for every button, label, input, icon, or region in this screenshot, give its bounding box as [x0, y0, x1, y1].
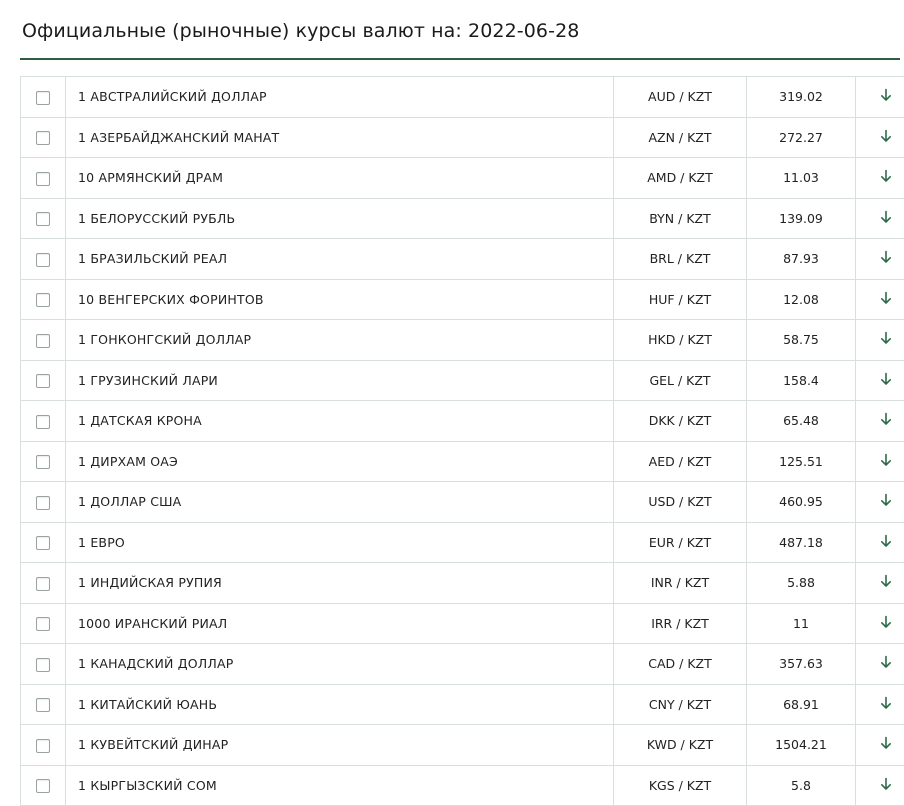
- row-checkbox[interactable]: [36, 496, 50, 510]
- currency-rate: 11: [747, 603, 856, 644]
- currency-rate: 5.88: [747, 563, 856, 604]
- currency-row: [21, 644, 904, 685]
- currency-rate: 1504.21: [747, 725, 856, 766]
- currency-pair: CAD / KZT: [614, 644, 747, 685]
- currency-name: 1 ДОЛЛАР США: [66, 482, 614, 523]
- row-action-cell: [856, 360, 904, 401]
- row-action-cell: [856, 279, 904, 320]
- currency-pair: BRL / KZT: [614, 239, 747, 280]
- arrow-down-icon[interactable]: [879, 777, 893, 794]
- currency-rate: 68.91: [747, 684, 856, 725]
- row-action-cell: [856, 117, 904, 158]
- row-checkbox[interactable]: [36, 415, 50, 429]
- row-action-cell: [856, 644, 904, 685]
- currency-rate: 65.48: [747, 401, 856, 442]
- currency-row: [21, 603, 904, 644]
- arrow-down-icon[interactable]: [879, 574, 893, 591]
- currency-name: 1 ЕВРО: [66, 522, 614, 563]
- currency-row: [21, 441, 904, 482]
- row-action-cell: [856, 401, 904, 442]
- currency-rate: 5.8: [747, 765, 856, 806]
- arrow-down-icon[interactable]: [879, 291, 893, 308]
- row-action-cell: [856, 684, 904, 725]
- currency-row: [21, 117, 904, 158]
- row-checkbox-cell: [21, 401, 66, 442]
- row-checkbox-cell: [21, 765, 66, 806]
- currency-rate: 357.63: [747, 644, 856, 685]
- arrow-down-icon[interactable]: [879, 331, 893, 348]
- currency-rates-body: [21, 77, 904, 806]
- row-action-cell: [856, 563, 904, 604]
- currency-rate: 272.27: [747, 117, 856, 158]
- currency-row: [21, 563, 904, 604]
- currency-pair: KWD / KZT: [614, 725, 747, 766]
- currency-pair: HKD / KZT: [614, 320, 747, 361]
- row-action-cell: [856, 320, 904, 361]
- currency-pair: AED / KZT: [614, 441, 747, 482]
- row-checkbox[interactable]: [36, 617, 50, 631]
- row-action-cell: [856, 482, 904, 523]
- row-checkbox-cell: [21, 239, 66, 280]
- currency-rate: 12.08: [747, 279, 856, 320]
- currency-rate: 11.03: [747, 158, 856, 199]
- row-checkbox[interactable]: [36, 131, 50, 145]
- currency-row: [21, 320, 904, 361]
- currency-name: 10 АРМЯНСКИЙ ДРАМ: [66, 158, 614, 199]
- row-checkbox-cell: [21, 279, 66, 320]
- currency-pair: BYN / KZT: [614, 198, 747, 239]
- row-checkbox-cell: [21, 117, 66, 158]
- arrow-down-icon[interactable]: [879, 129, 893, 146]
- row-checkbox-cell: [21, 725, 66, 766]
- currency-name: 1 ГРУЗИНСКИЙ ЛАРИ: [66, 360, 614, 401]
- row-checkbox-cell: [21, 522, 66, 563]
- row-checkbox-cell: [21, 198, 66, 239]
- row-checkbox-cell: [21, 563, 66, 604]
- currency-row: [21, 765, 904, 806]
- currency-name: 10 ВЕНГЕРСКИХ ФОРИНТОВ: [66, 279, 614, 320]
- row-action-cell: [856, 725, 904, 766]
- arrow-down-icon[interactable]: [879, 372, 893, 389]
- currency-name: 1 КУВЕЙТСКИЙ ДИНАР: [66, 725, 614, 766]
- arrow-down-icon[interactable]: [879, 453, 893, 470]
- row-checkbox-cell: [21, 77, 66, 118]
- currency-name: 1 ИНДИЙСКАЯ РУПИЯ: [66, 563, 614, 604]
- arrow-down-icon[interactable]: [879, 615, 893, 632]
- row-checkbox-cell: [21, 644, 66, 685]
- currency-rate: 139.09: [747, 198, 856, 239]
- currency-row: [21, 360, 904, 401]
- row-action-cell: [856, 603, 904, 644]
- currency-name: 1 ГОНКОНГСКИЙ ДОЛЛАР: [66, 320, 614, 361]
- currency-pair: INR / KZT: [614, 563, 747, 604]
- currency-row: [21, 401, 904, 442]
- row-checkbox[interactable]: [36, 253, 50, 267]
- row-checkbox[interactable]: [36, 455, 50, 469]
- arrow-down-icon[interactable]: [879, 412, 893, 429]
- currency-name: 1 АВСТРАЛИЙСКИЙ ДОЛЛАР: [66, 77, 614, 118]
- currency-name: 1 КИТАЙСКИЙ ЮАНЬ: [66, 684, 614, 725]
- currency-row: [21, 522, 904, 563]
- currency-rate: 460.95: [747, 482, 856, 523]
- row-checkbox-cell: [21, 320, 66, 361]
- arrow-down-icon[interactable]: [879, 88, 893, 105]
- currency-name: 1 БРАЗИЛЬСКИЙ РЕАЛ: [66, 239, 614, 280]
- row-action-cell: [856, 239, 904, 280]
- row-action-cell: [856, 198, 904, 239]
- currency-rate: 487.18: [747, 522, 856, 563]
- arrow-down-icon[interactable]: [879, 493, 893, 510]
- page-title: Официальные (рыночные) курсы валют на: 2022-06-28: [22, 20, 579, 42]
- row-checkbox[interactable]: [36, 172, 50, 186]
- row-action-cell: [856, 522, 904, 563]
- row-checkbox[interactable]: [36, 293, 50, 307]
- currency-row: [21, 158, 904, 199]
- arrow-down-icon[interactable]: [879, 534, 893, 551]
- currency-pair: KGS / KZT: [614, 765, 747, 806]
- arrow-down-icon[interactable]: [879, 169, 893, 186]
- arrow-down-icon[interactable]: [879, 696, 893, 713]
- title-divider: [20, 58, 900, 60]
- currency-rate: 319.02: [747, 77, 856, 118]
- currency-name: 1 БЕЛОРУССКИЙ РУБЛЬ: [66, 198, 614, 239]
- row-checkbox-cell: [21, 603, 66, 644]
- row-checkbox-cell: [21, 441, 66, 482]
- arrow-down-icon[interactable]: [879, 250, 893, 267]
- currency-pair: GEL / KZT: [614, 360, 747, 401]
- currency-pair: EUR / KZT: [614, 522, 747, 563]
- currency-row: [21, 482, 904, 523]
- row-checkbox[interactable]: [36, 698, 50, 712]
- currency-rates-table: [20, 76, 904, 806]
- currency-row: [21, 725, 904, 766]
- row-checkbox-cell: [21, 158, 66, 199]
- currency-pair: USD / KZT: [614, 482, 747, 523]
- currency-name: 1 КАНАДСКИЙ ДОЛЛАР: [66, 644, 614, 685]
- currency-pair: AUD / KZT: [614, 77, 747, 118]
- row-action-cell: [856, 77, 904, 118]
- currency-row: [21, 198, 904, 239]
- row-checkbox-cell: [21, 482, 66, 523]
- currency-name: 1 АЗЕРБАЙДЖАНСКИЙ МАНАТ: [66, 117, 614, 158]
- row-checkbox-cell: [21, 684, 66, 725]
- currency-name: 1 КЫРГЫЗСКИЙ СОМ: [66, 765, 614, 806]
- row-checkbox[interactable]: [36, 91, 50, 105]
- currency-name: 1 ДИРХАМ ОАЭ: [66, 441, 614, 482]
- row-checkbox[interactable]: [36, 779, 50, 793]
- currency-row: [21, 77, 904, 118]
- row-checkbox[interactable]: [36, 658, 50, 672]
- arrow-down-icon[interactable]: [879, 736, 893, 753]
- currency-name: 1 ДАТСКАЯ КРОНА: [66, 401, 614, 442]
- row-checkbox[interactable]: [36, 536, 50, 550]
- currency-pair: DKK / KZT: [614, 401, 747, 442]
- currency-name: 1000 ИРАНСКИЙ РИАЛ: [66, 603, 614, 644]
- row-checkbox[interactable]: [36, 334, 50, 348]
- currency-row: [21, 684, 904, 725]
- row-checkbox[interactable]: [36, 374, 50, 388]
- currency-rate: 158.4: [747, 360, 856, 401]
- currency-rate: 125.51: [747, 441, 856, 482]
- currency-pair: IRR / KZT: [614, 603, 747, 644]
- currency-pair: AMD / KZT: [614, 158, 747, 199]
- currency-row: [21, 239, 904, 280]
- currency-rate: 58.75: [747, 320, 856, 361]
- currency-pair: HUF / KZT: [614, 279, 747, 320]
- currency-pair: AZN / KZT: [614, 117, 747, 158]
- arrow-down-icon[interactable]: [879, 655, 893, 672]
- row-checkbox-cell: [21, 360, 66, 401]
- currency-pair: CNY / KZT: [614, 684, 747, 725]
- row-checkbox[interactable]: [36, 739, 50, 753]
- row-checkbox[interactable]: [36, 212, 50, 226]
- row-action-cell: [856, 158, 904, 199]
- currency-rate: 87.93: [747, 239, 856, 280]
- currency-row: [21, 279, 904, 320]
- row-action-cell: [856, 765, 904, 806]
- row-action-cell: [856, 441, 904, 482]
- arrow-down-icon[interactable]: [879, 210, 893, 227]
- row-checkbox[interactable]: [36, 577, 50, 591]
